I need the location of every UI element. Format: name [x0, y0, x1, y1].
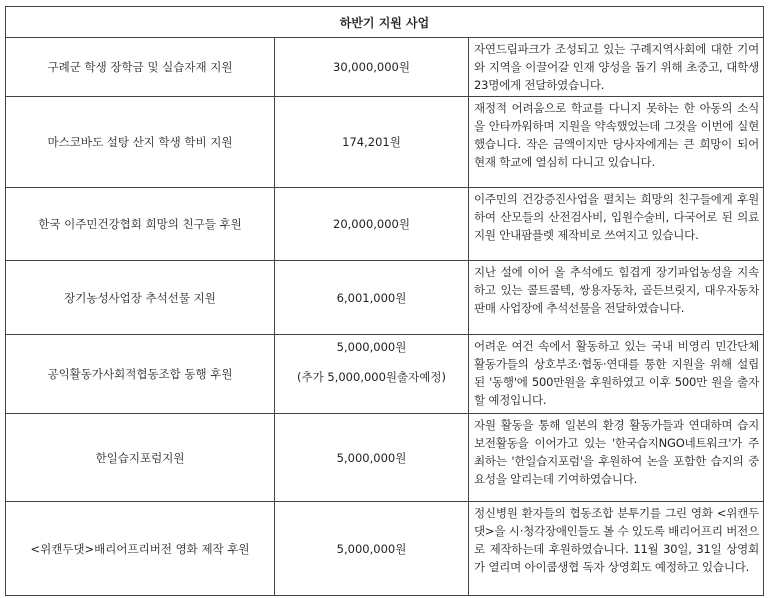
- program-amount: 20,000,000원: [275, 188, 469, 261]
- program-description: 지난 설에 이어 올 추석에도 힘겹게 장기파업농성을 지속하고 있는 콜트콜텍, 쌍용자동차, 골든브릿지, 대우자동차판매 사업장에 추석선물을 전달하였습니다.: [469, 261, 764, 335]
- program-description: 자연드림파크가 조성되고 있는 구례지역사회에 대한 기여와 지역을 이끌어갈 인재 양성을 돕기 위해 초중고, 대학생 23명에게 전달하였습니다.: [469, 38, 764, 97]
- table-row: [6, 261, 764, 335]
- program-amount-note: (추가 5,000,000원출자예정): [297, 370, 446, 384]
- support-table: [5, 6, 764, 596]
- program-amount-cell: [275, 335, 469, 414]
- table-row: [6, 38, 764, 97]
- table-row: [6, 335, 764, 414]
- table-title: 하반기 지원 사업: [6, 7, 764, 38]
- program-amount: 5,000,000원: [275, 502, 469, 596]
- program-amount: 174,201원: [275, 97, 469, 188]
- table-row: [6, 414, 764, 502]
- program-description: 이주민의 건강증진사업을 펼치는 희망의 친구들에게 후원하여 산모들의 산전검사비, 입원수술비, 다국어로 된 의료지원 안내팜플렛 제작비로 쓰여지고 있습니다.: [469, 188, 764, 261]
- program-amount: 5,000,000원: [336, 340, 407, 354]
- table-row: [6, 502, 764, 596]
- program-description: 정신병원 환자들의 협동조합 분투기를 그린 영화 <위캔두댓>을 시·청각장애인들도 볼 수 있도록 배리어프리 버전으로 제작하는데 후원하였습니다. 11월 30일, 31일 상영회가 열리며 아이쿱생협 독자 상영회도 예정하고 있습니다.: [469, 502, 764, 596]
- program-description: 재정적 어려움으로 학교를 다니지 못하는 한 아동의 소식을 안타까워하며 지원을 약속했었는데 그것을 이번에 실현했습니다. 작은 금액이지만 당사자에게는 큰 희망이 되어 현재 학교에 열심히 다니고 있습니다.: [469, 97, 764, 188]
- program-amount: 5,000,000원: [275, 414, 469, 502]
- table-row: [6, 97, 764, 188]
- program-description: 어려운 여건 속에서 활동하고 있는 국내 비영리 민간단체 활동가들의 상호부조·협동·연대를 통한 지원을 위해 설립된 '동행'에 500만원을 후원하였고 이후 500만 원을 출자할 예정입니다.: [469, 335, 764, 414]
- program-amount: 30,000,000원: [275, 38, 469, 97]
- program-name: 장기농성사업장 추석선물 지원: [6, 261, 275, 335]
- program-name: <위캔두댓>배리어프리버전 영화 제작 후원: [6, 502, 275, 596]
- program-name: 공익활동가사회적협동조합 동행 후원: [6, 335, 275, 414]
- program-amount: 6,001,000원: [275, 261, 469, 335]
- program-name: 한국 이주민건강협회 희망의 친구들 후원: [6, 188, 275, 261]
- program-name: 마스코바도 설탕 산지 학생 학비 지원: [6, 97, 275, 188]
- program-name: 구례군 학생 장학금 및 실습자재 지원: [6, 38, 275, 97]
- program-name: 한일습지포럼지원: [6, 414, 275, 502]
- table-header-row: [6, 7, 764, 38]
- program-description: 자원 활동을 통해 일본의 환경 활동가들과 연대하며 습지보전활동을 이어가고 있는 '한국습지NGO네트워크'가 주최하는 '한일습지포럼'을 후원하여 논을 포함한 습지의 중요성을 알리는데 기여하였습니다.: [469, 414, 764, 502]
- table-row: [6, 188, 764, 261]
